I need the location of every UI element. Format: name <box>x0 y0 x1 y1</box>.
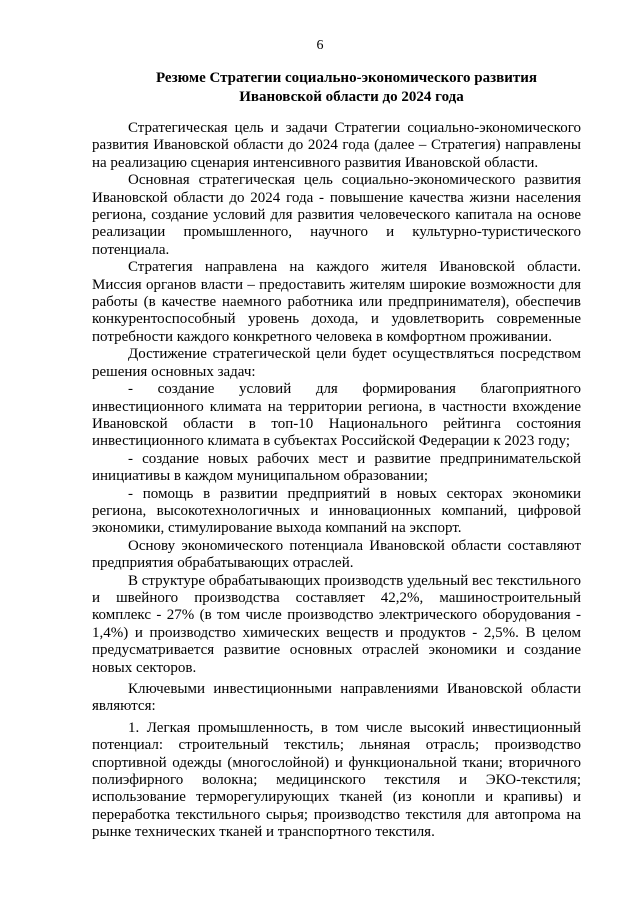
paragraph-main-goal: Основная стратегическая цель социально-экономического развития Ивановской области до 2024 года - повышение качества жизни населения региона, создание условий для развития человеческого капитала на основе реализации промышленного, научного и культурно-туристического потенциала. <box>92 172 581 258</box>
title-line-1: Резюме Стратегии социально-экономического развития <box>155 70 538 86</box>
paragraph-mission: Стратегия направлена на каждого жителя Ивановской области. Миссия органов власти – предоставить жителям широкие возможности для работы (в качестве наемного работника или предпринимателя), обеспечив конкурентоспособный уровень дохода, и удовлетворить современные потребности каждого конкретного человека в комфортном проживании. <box>92 259 581 345</box>
document-title <box>92 69 581 106</box>
paragraph-industry-structure: В структуре обрабатывающих производств удельный вес текстильного и швейного производства составляет 42,2%, машиностроительный комплекс - 27% (в том числе производство электрического оборудования - 1,4%) и производство химических веществ и продуктов - 2,5%. В целом предусматривается развитие основных отраслей экономики и создание новых секторов. <box>92 572 581 676</box>
paragraph-key-directions: Ключевыми инвестиционными направлениями Ивановской области являются: <box>92 681 581 715</box>
task-item-investment-climate: - создание условий для формирования благоприятного инвестиционного климата на территории региона, в частности вхождение Ивановской области в топ-10 Национального рейтинга состояния инвестиционного климата в субъектах Российской Федерации к 2023 году; <box>92 381 581 450</box>
document-body <box>92 120 581 842</box>
paragraph-strategic-goal: Стратегическая цель и задачи Стратегии социально-экономического развития Ивановской области до 2024 года (далее – Стратегия) направлены на реализацию сценария интенсивного развития Ивановской области. <box>92 120 581 171</box>
page-number: 6 <box>316 38 324 53</box>
paragraph-economic-base: Основу экономического потенциала Ивановской области составляют предприятия обрабатывающих отраслей. <box>92 537 581 572</box>
title-line-2: Ивановской области до 2024 года <box>239 88 464 105</box>
task-item-new-sectors: - помощь в развитии предприятий в новых секторах экономики региона, высокотехнологичных и инновационных компаний, цифровой экономики, стимулирование выхода компаний на экспорт. <box>92 485 581 537</box>
paragraph-tasks-intro: Достижение стратегической цели будет осуществляться посредством решения основных задач: <box>92 346 581 380</box>
paragraph-light-industry: 1. Легкая промышленность, в том числе высокий инвестиционный потенциал: строительный текстиль; льняная отрасль; производство спортивной одежды (многослойной) и функциональной ткани; вторичного полиэфирного волокна; медицинского текстиля и ЭКО-текстиля; использование терморегулирующих тканей (из конопли и крапивы) и переработка текстильного сырья; производство текстиля для автопрома на рынке технических тканей и транспортного текстиля. <box>92 719 581 841</box>
task-item-jobs: - создание новых рабочих мест и развитие предпринимательской инициативы в каждом муниципальном образовании; <box>92 450 581 485</box>
